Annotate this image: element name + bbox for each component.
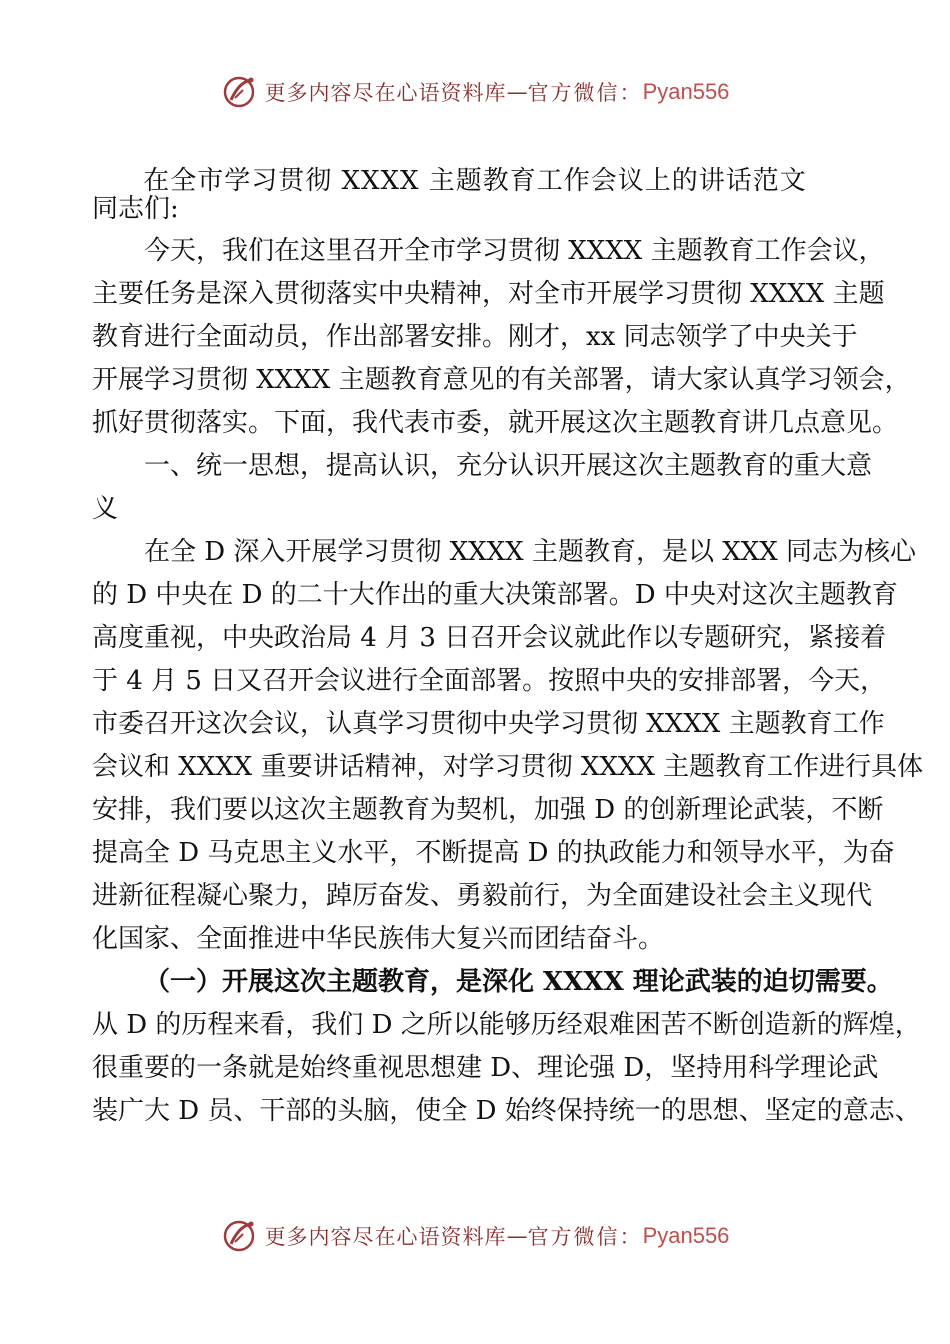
wechat-id: Pyan556 [642, 79, 730, 104]
body-line: 从 D 的历程来看，我们 D 之所以能够历经艰难困苦不断创造新的辉煌， [92, 1010, 921, 1040]
salutation: 同志们: [92, 194, 179, 224]
section-heading-cont: 义 [92, 494, 119, 524]
body-line: 市委召开这次会议，认真学习贯彻中央学习贯彻 XXXX 主题教育工作 [92, 709, 885, 739]
brand-text: 更多内容尽在心语资料库 [264, 1225, 507, 1249]
body-line: 开展学习贯彻 XXXX 主题教育意见的有关部署，请大家认真学习领会， [92, 365, 911, 395]
subsection-heading: （一）开展这次主题教育，是深化 XXXX 理论武装的迫切需要。 [144, 967, 893, 997]
body-line: 装广大 D 员、干部的头脑，使全 D 始终保持统一的思想、坚定的意志、 [92, 1096, 921, 1126]
body-line: 的 D 中央在 D 的二十大作出的重大决策部署。D 中央对这次主题教育 [92, 580, 898, 610]
body-line: 今天，我们在这里召开全市学习贯彻 XXXX 主题教育工作会议， [144, 236, 885, 266]
body-line: 化国家、全面推进中华民族伟大复兴而团结奋斗。 [92, 924, 665, 954]
footer-banner [0, 1216, 950, 1256]
body-line: 抓好贯彻落实。下面，我代表市委，就开展这次主题教育讲几点意见。 [92, 408, 899, 438]
wechat-label: 官方微信： [527, 1225, 643, 1249]
body-line: 主要任务是深入贯彻落实中央精神，对全市开展学习贯彻 XXXX 主题 [92, 279, 885, 309]
body-line: 提高全 D 马克思主义水平，不断提高 D 的执政能力和领导水平，为奋 [92, 838, 895, 868]
body-line: 高度重视，中央政治局 4 月 3 日召开会议就此作以专题研究，紧接着 [92, 623, 887, 653]
separator-dash: — [506, 80, 528, 104]
wechat-id: Pyan556 [642, 1223, 730, 1248]
brand-text: 更多内容尽在心语资料库 [264, 81, 507, 105]
document-title: 在全市学习贯彻 XXXX 主题教育工作会议上的讲话范文 [143, 166, 807, 196]
wechat-label: 官方微信： [527, 81, 643, 105]
brand-logo-icon [221, 1216, 261, 1256]
section-heading: 一、统一思想，提高认识，充分认识开展这次主题教育的重大意 [144, 451, 873, 481]
body-line: 会议和 XXXX 重要讲话精神，对学习贯彻 XXXX 主题教育工作进行具体 [92, 752, 924, 782]
body-line: 很重要的一条就是始终重视思想建 D、理论强 D，坚持用科学理论武 [92, 1053, 879, 1083]
body-line: 在全 D 深入开展学习贯彻 XXXX 主题教育，是以 XXX 同志为核心 [144, 537, 917, 567]
separator-dash: — [506, 1224, 528, 1248]
body-line: 教育进行全面动员，作出部署安排。刚才，xx 同志领学了中央关于 [92, 322, 858, 352]
body-line: 安排，我们要以这次主题教育为契机，加强 D 的创新理论武装，不断 [92, 795, 884, 825]
body-line: 于 4 月 5 日又召开会议进行全面部署。按照中央的安排部署，今天， [92, 666, 887, 696]
header-banner [0, 72, 950, 112]
brand-logo-icon [221, 72, 261, 112]
body-line: 进新征程凝心聚力，踔厉奋发、勇毅前行，为全面建设社会主义现代 [92, 881, 873, 911]
